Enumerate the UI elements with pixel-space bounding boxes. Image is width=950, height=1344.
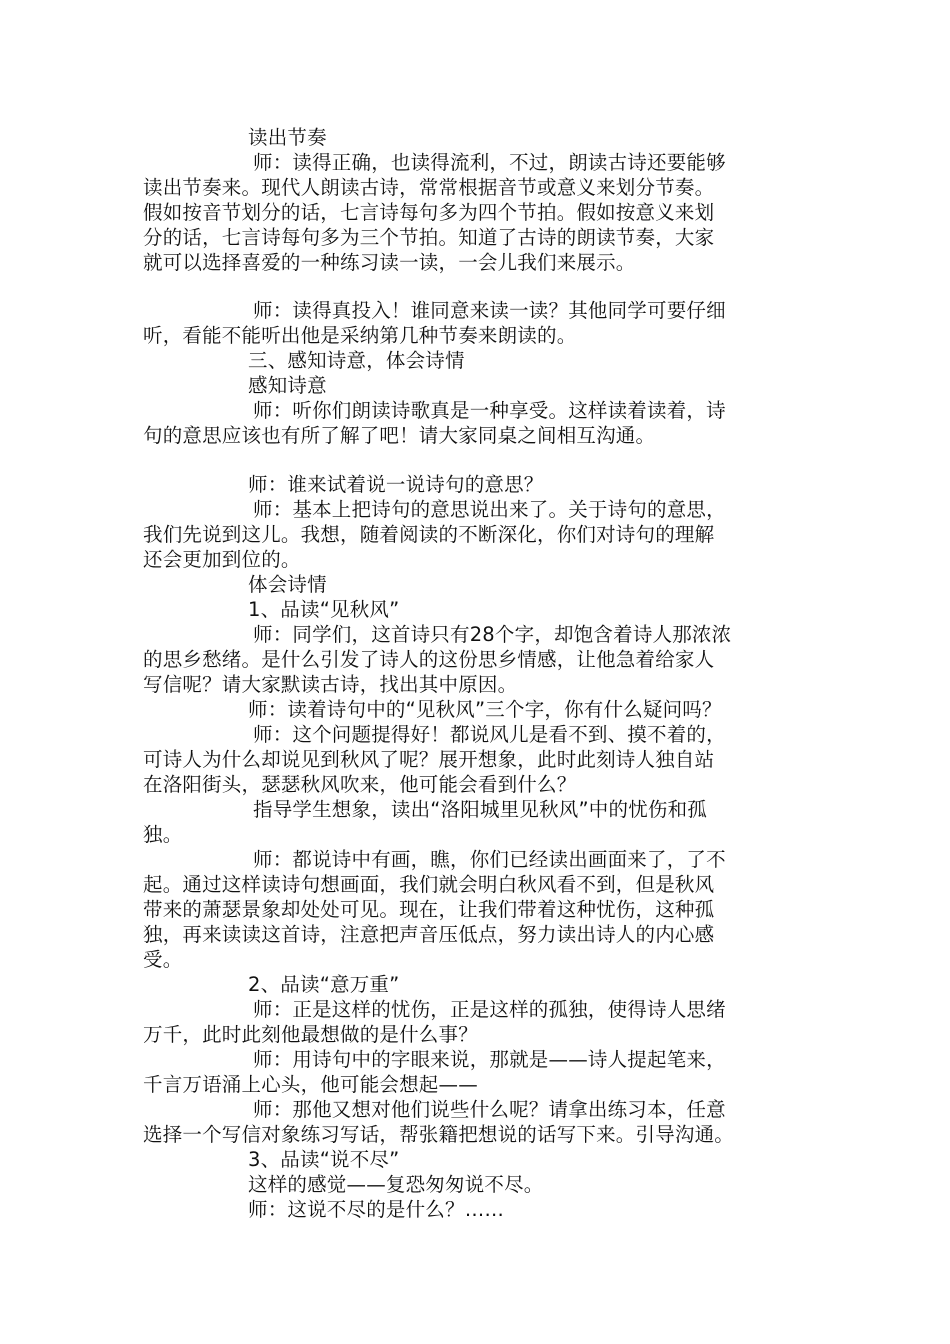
paragraph-line: 师：正是这样的忧伤，正是这样的孤独，使得诗人思绪: [253, 998, 726, 1021]
paragraph-line: 听，看能不能听出他是采纳第几种节奏来朗读的。: [143, 324, 577, 347]
paragraph-line: 师：同学们，这首诗只有28个字，却饱含着诗人那浓浓: [253, 623, 732, 646]
paragraph-line: 在洛阳街头，瑟瑟秋风吹来，他可能会看到什么？: [143, 773, 577, 796]
paragraph-line: 独。: [143, 823, 183, 846]
subheading-item-1: 1、品读“见秋风”: [248, 598, 400, 621]
paragraph-line: 师：读得正确，也读得流利，不过，朗读古诗还要能够: [253, 151, 726, 174]
paragraph-line: 师：都说诗中有画，瞧，你们已经读出画面来了，了不: [253, 848, 726, 871]
paragraph-line: 万千，此时此刻他最想做的是什么事？: [143, 1023, 478, 1046]
paragraph-line: 千言万语涌上心头，他可能会想起——: [143, 1073, 478, 1096]
paragraph-line: 带来的萧瑟景象却处处可见。现在，让我们带着这种忧伤，这种孤: [143, 898, 715, 921]
paragraph-line: 分的话，七言诗每句多为三个节拍。知道了古诗的朗读节奏，大家: [143, 226, 715, 249]
paragraph-line: 师：读着诗句中的“见秋风”三个字，你有什么疑问吗？: [248, 698, 722, 721]
paragraph-line: 起。通过这样读诗句想画面，我们就会明白秋风看不到，但是秋风: [143, 873, 715, 896]
paragraph-line: 师：用诗句中的字眼来说，那就是——诗人提起笔来，: [253, 1048, 726, 1071]
paragraph-line: 可诗人为什么却说见到秋风了呢？展开想象，此时此刻诗人独自站: [143, 748, 715, 771]
paragraph-line: 师：这说不尽的是什么？……: [248, 1198, 505, 1221]
heading-read-rhythm: 读出节奏: [248, 126, 327, 149]
paragraph-line: 独，再来读读这首诗，注意把声音压低点，努力读出诗人的内心感: [143, 923, 715, 946]
paragraph-line: 句的意思应该也有所了解了吧！请大家同桌之间相互沟通。: [143, 424, 656, 447]
subheading-perceive-meaning: 感知诗意: [248, 374, 327, 397]
paragraph-line: 我们先说到这儿。我想，随着阅读的不断深化，你们对诗句的理解: [143, 523, 715, 546]
subheading-item-2: 2、品读“意万重”: [248, 973, 400, 996]
paragraph-line: 师：基本上把诗句的意思说出来了。关于诗句的意思，: [253, 498, 726, 521]
paragraph-line: 师：那他又想对他们说些什么呢？请拿出练习本，任意: [253, 1098, 726, 1121]
paragraph-line: 师：听你们朗读诗歌真是一种享受。这样读着读着，诗: [253, 399, 726, 422]
paragraph-line: 这样的感觉——复恐匆匆说不尽。: [248, 1173, 544, 1196]
paragraph-line: 师：读得真投入！谁同意来读一读？其他同学可要仔细: [253, 299, 726, 322]
paragraph-line: 读出节奏来。现代人朗读古诗，常常根据音节或意义来划分节奏。: [143, 176, 715, 199]
paragraph-line: 的思乡愁绪。是什么引发了诗人的这份思乡情感，让他急着给家人: [143, 648, 715, 671]
paragraph-line: 还会更加到位的。: [143, 548, 301, 571]
paragraph-line: 就可以选择喜爱的一种练习读一读，一会儿我们来展示。: [143, 251, 636, 274]
subheading-item-3: 3、品读“说不尽”: [248, 1148, 400, 1171]
paragraph-line: 受。: [143, 948, 183, 971]
paragraph-line: 师：这个问题提得好！都说风儿是看不到、摸不着的，: [253, 723, 726, 746]
paragraph-line: 选择一个写信对象练习写话，帮张籍把想说的话写下来。引导沟通。: [143, 1123, 735, 1146]
paragraph-line: 指导学生想象，读出“洛阳城里见秋风”中的忧伤和孤: [253, 798, 708, 821]
paragraph-line: 师：谁来试着说一说诗句的意思？: [248, 473, 544, 496]
paragraph-line: 写信呢？请大家默读古诗，找出其中原因。: [143, 673, 518, 696]
subheading-experience-emotion: 体会诗情: [248, 573, 327, 596]
section-heading: 三、感知诗意，体会诗情: [248, 349, 465, 372]
paragraph-line: 假如按音节划分的话，七言诗每句多为四个节拍。假如按意义来划: [143, 201, 715, 224]
